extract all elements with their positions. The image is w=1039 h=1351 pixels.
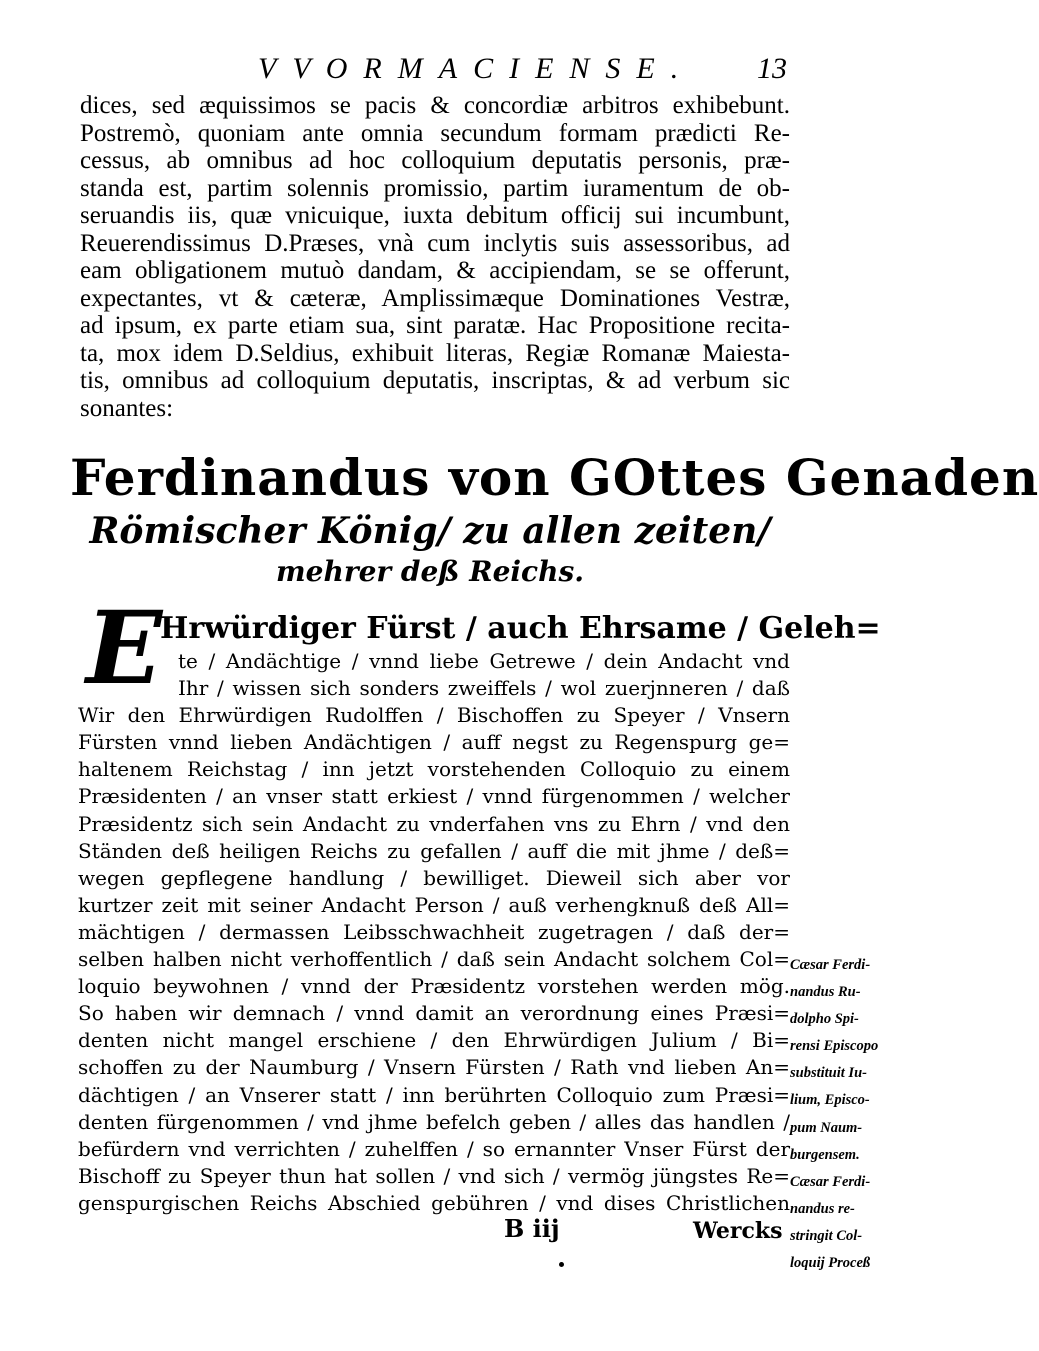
latin-line: Reuerendissimus D.Præses, vnà cum inclytis suis assessoribus, ad [80, 229, 790, 257]
ink-dot [559, 1262, 564, 1267]
margin-note-line: dolpho Spi- [790, 1011, 859, 1028]
margin-note-line: rensi Episcopo [790, 1038, 879, 1055]
german-line: schoffen zu der Naumburg / Vnsern Fürsten / Rath vnd lieben An= [78, 1055, 790, 1080]
german-line: denten fürgenommen / vnd jhme befelch geben / alles das handlen / [78, 1109, 790, 1134]
drop-cap-initial: E [86, 589, 163, 707]
running-title: VVORMACIENSE. [258, 52, 695, 85]
german-line: So haben wir demnach / vnnd damit an verordnung eines Præsi= [78, 1001, 790, 1026]
german-line: te / Andächtige / vnnd liebe Getrewe / dein Andacht vnd [178, 649, 790, 673]
latin-line: ta, mox idem D.Seldius, exhibuit literas, Regiæ Romanæ Maiesta- [80, 339, 790, 367]
margin-note-line: nandus Ru- [790, 984, 861, 1001]
margin-note-line: Cæsar Ferdi- [790, 957, 871, 973]
german-line: genspurgischen Reichs Abschied gebühren / vnd dises Christlichen [78, 1190, 790, 1215]
margin-note-line: lium, Episco- [790, 1092, 870, 1109]
latin-line: dices, sed æquissimos se pacis & concordiæ arbitros exhibebunt. [80, 92, 790, 119]
signature-mark: B iij [504, 1214, 560, 1243]
german-line: Bischoff zu Speyer thun hat sollen / vnd sich / vermög jüngstes Re= [78, 1163, 790, 1188]
latin-line: eam obligationem mutuò dandam, & accipiendam, se se offerunt, [80, 257, 790, 284]
german-line: Wir den Ehrwürdigen Rudolffen / Bischoffen zu Speyer / Vnsern [78, 703, 790, 728]
latin-line: sonantes: [80, 394, 174, 422]
page-number: 13 [757, 52, 787, 85]
german-line: dächtigen / an Vnserer statt / inn berührten Colloquio zum Præsi= [78, 1082, 790, 1107]
german-line: mächtigen / dermassen Leibsschwachheit zugetragen / daß der= [78, 919, 790, 944]
margin-note-line: stringit Col- [790, 1227, 863, 1244]
margin-note-line: substituit Iu- [790, 1065, 867, 1082]
title-line-3: mehrer deß Reichs. [276, 555, 584, 588]
german-line: Præsidenten / an vnser statt erkiest / vnnd fürgenommen / welcher [78, 784, 790, 809]
german-line: denten nicht mangel erschiene / den Ehrwürdigen Julium / Bi= [78, 1028, 790, 1053]
latin-paragraph [80, 92, 790, 422]
german-line: Præsidentz sich sein Andacht zu vnderfahen vns zu Ehrn / vnd den [78, 811, 790, 836]
german-line: selben halben nicht verhoffentlich / daß sein Andacht solchem Col= [78, 947, 790, 972]
letter-title [70, 448, 1039, 590]
german-line: Hrwürdiger Fürst / auch Ehrsame / Geleh= [160, 611, 881, 646]
german-line: befürdern vnd verrichten / zuhelffen / so ernannter Vnser Fürst der [78, 1136, 790, 1161]
margin-note-line: burgensem. [790, 1146, 860, 1163]
margin-note-line: Cæsar Ferdi- [790, 1173, 871, 1190]
latin-line: Postremò, quoniam ante omnia secundum formam prædicti Re- [80, 119, 790, 147]
german-line: kurtzer zeit mit seiner Andacht Person / auß verhengknuß deß All= [78, 892, 790, 917]
catchword: Wercks [693, 1218, 783, 1244]
page-header [0, 52, 1000, 92]
margin-note-line: loquij Proceß [790, 1255, 871, 1272]
title-line-1: Ferdinandus von GOttes Genaden [70, 448, 1039, 507]
latin-line: cessus, ab omnibus ad hoc colloquium deputatis personis, præ- [80, 147, 790, 174]
german-line: haltenem Reichstag / inn jetzt vorstehenden Colloquio zu einem [78, 757, 790, 782]
latin-line: standa est, partim solennis promissio, partim iuramentum de ob- [80, 174, 790, 202]
latin-line: expectantes, vt & cæteræ, Amplissimæque Dominationes Vestræ, [80, 284, 790, 312]
latin-line: seruandis iis, quæ vnicuique, iuxta debitum officij sui incumbunt, [80, 202, 790, 229]
german-line: Ihr / wissen sich sonders zweiffels / wol zuerjnneren / daß [178, 676, 790, 701]
german-line: Ständen deß heiligen Reichs zu gefallen / auff die mit jhme / deß= [78, 838, 790, 863]
title-line-2: Römischer König/ zu allen zeiten/ [89, 510, 771, 552]
margin-note [790, 952, 940, 1277]
german-line: Fürsten vnnd lieben Andächtigen / auff negst zu Regenspurg ge= [78, 730, 790, 755]
latin-line: ad ipsum, ex parte etiam sua, sint paratæ. Hac Propositione recita- [80, 312, 790, 339]
margin-note-line: nandus re- [790, 1200, 855, 1217]
german-line: wegen gepflegene handlung / bewilliget. Dieweil sich aber vor [78, 865, 790, 890]
margin-note-line: pum Naum- [790, 1119, 863, 1136]
german-line: loquio beywohnen / vnnd der Præsidentz vorstehen werden mög. [78, 974, 790, 999]
latin-line: tis, omnibus ad colloquium deputatis, inscriptas, & ad verbum sic [80, 367, 790, 394]
